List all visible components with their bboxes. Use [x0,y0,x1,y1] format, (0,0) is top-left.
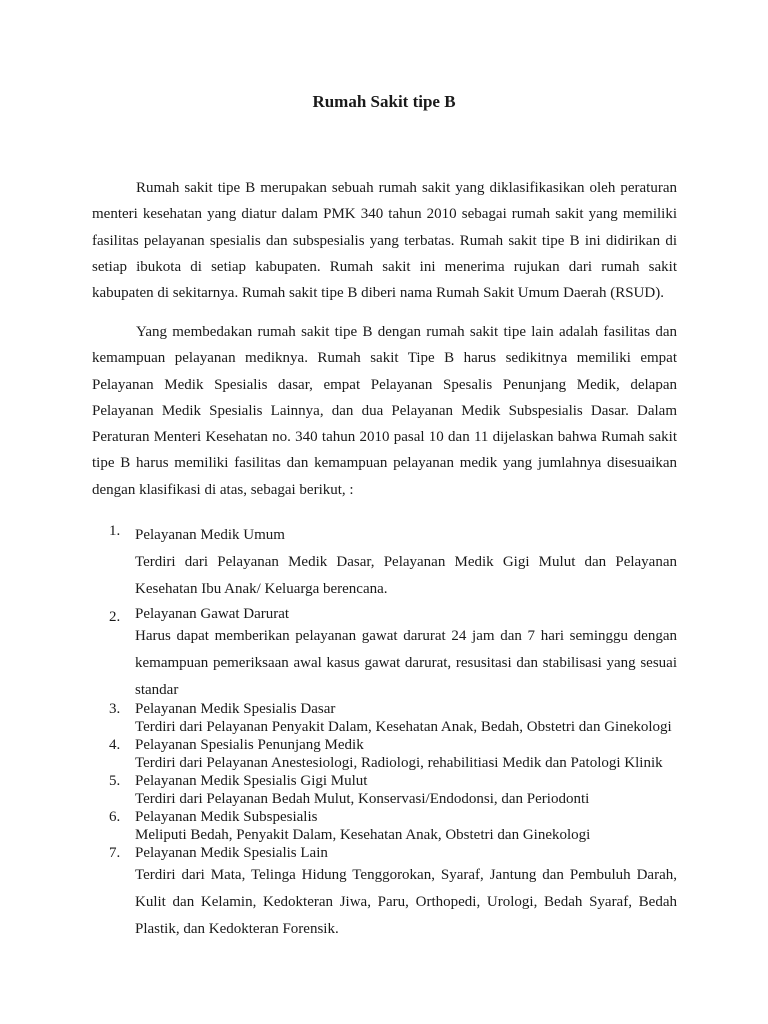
list-item [92,808,677,844]
list-heading: Pelayanan Medik Spesialis Gigi Mulut [135,773,368,789]
list-item [92,605,677,704]
list-heading: Pelayanan Medik Spesialis Lain [135,845,328,861]
list-heading: Pelayanan Medik Subspesialis [135,809,318,825]
service-list [92,523,677,943]
list-number: 4. [109,737,121,753]
list-number: 5. [109,773,121,789]
list-number: 3. [109,701,121,717]
list-description: Terdiri dari Pelayanan Medik Dasar, Pelayanan Medik Gigi Mulut dan Pelayanan Kesehatan Ibu Anak/ Keluarga berencana. [135,554,677,597]
paragraph-intro: Rumah sakit tipe B merupakan sebuah rumah sakit yang diklasifikasikan oleh peraturan menteri kesehatan yang diatur dalam PMK 340 tahun 2010 sebagai rumah sakit yang memiliki fasilitas pelayanan spesialis dan subspesialis yang terbatas. Rumah sakit tipe B ini didirikan di setiap ibukota di setiap kabupaten. Rumah sakit ini menerima rujukan dari rumah sakit kabupaten di sekitarnya. Rumah sakit tipe B diberi nama Rumah Sakit Umum Daerah (RSUD). [92,180,677,302]
paragraph-difference: Yang membedakan rumah sakit tipe B dengan rumah sakit tipe lain adalah fasilitas dan kemampuan pelayanan mediknya. Rumah sakit Tipe B harus sedikitnya memiliki empat Pelayanan Medik Spesialis dasar, empat Pelayanan Spesalis Penunjang Medik, delapan Pelayanan Medik Spesialis Lainnya, dan dua Pelayanan Medik Subspesialis Dasar. Dalam Peraturan Menteri Kesehatan no. 340 tahun 2010 pasal 10 dan 11 dijelaskan bahwa Rumah sakit tipe B harus memiliki fasilitas dan kemampuan pelayanan medik yang jumlahnya disesuaikan dengan klasifikasi di atas, sebagai berikut, : [92,324,677,498]
list-item [92,772,677,808]
list-number: 2. [109,609,121,625]
list-item [92,844,677,943]
list-number: 6. [109,809,121,825]
list-number: 7. [109,845,121,861]
list-heading: Pelayanan Spesialis Penunjang Medik [135,737,364,753]
list-description: Terdiri dari Pelayanan Penyakit Dalam, Kesehatan Anak, Bedah, Obstetri dan Ginekologi [135,719,672,735]
document-title: Rumah Sakit tipe B [312,92,456,111]
list-description: Meliputi Bedah, Penyakit Dalam, Kesehatan Anak, Obstetri dan Ginekologi [135,827,591,843]
list-heading: Pelayanan Medik Spesialis Dasar [135,701,336,717]
list-item [92,736,677,772]
list-number: 1. [109,523,121,539]
list-description: Harus dapat memberikan pelayanan gawat darurat 24 jam dan 7 hari seminggu dengan kemampuan pemeriksaan awal kasus gawat darurat, resusitasi dan stabilisasi yang sesuai standar [135,628,677,698]
list-description: Terdiri dari Pelayanan Anestesiologi, Radiologi, rehabilitiasi Medik dan Patologi Klinik [135,755,663,771]
list-description: Terdiri dari Mata, Telinga Hidung Tenggorokan, Syaraf, Jantung dan Pembuluh Darah, Kulit dan Kelamin, Kedokteran Jiwa, Paru, Orthopedi, Urologi, Bedah Syaraf, Bedah Plastik, dan Kedokteran Forensik. [135,867,677,937]
list-heading: Pelayanan Gawat Darurat [135,606,290,622]
list-item [92,523,677,603]
list-item [92,700,677,736]
list-heading: Pelayanan Medik Umum [135,527,285,543]
list-description: Terdiri dari Pelayanan Bedah Mulut, Konservasi/Endodonsi, dan Periodonti [135,791,590,807]
